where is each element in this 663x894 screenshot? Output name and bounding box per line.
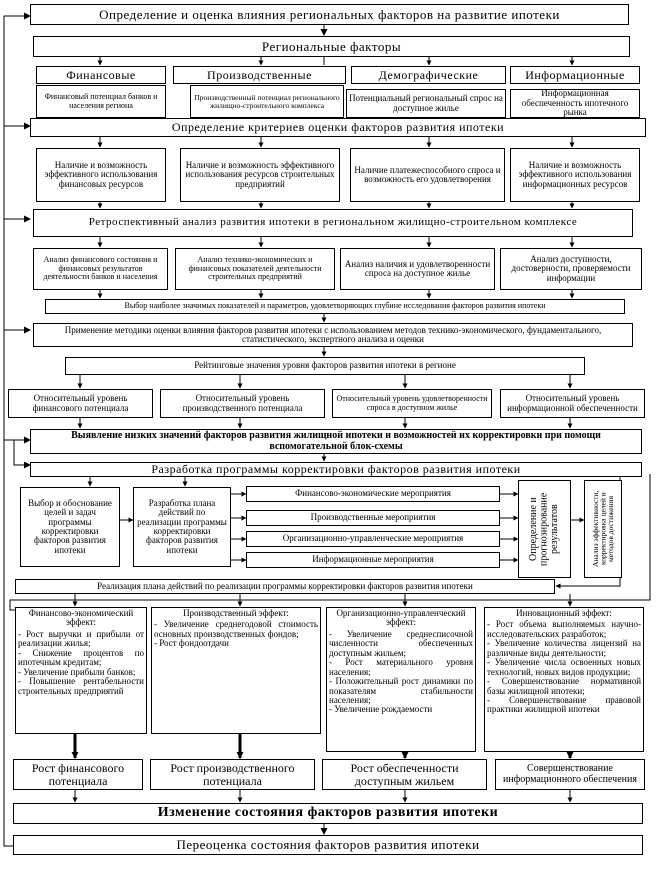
criterion-demand: Наличие платежеспособного спроса и возможность его удовлетворения [350,148,505,202]
measure-production: Производственные мероприятия [246,510,500,526]
effect-item: - Увеличение числа освоенных новых технологий, новых видов продукции; [487,658,641,677]
effect-item: - Положительный рост динамики по показателям стабильности населения; [329,677,473,705]
effect-item: - Рост выручки и прибыли от реализации жилья; [18,630,144,649]
regional-factors: Региональные факторы [33,36,630,57]
production-potential: Производственный потенциал регионального жилищно-строительного комплекса [190,85,344,118]
program-development: Разработка программы корректировки факторов развития ипотеки [30,462,642,477]
analysis-production: Анализ технико-экономических и финансовых показателей деятельности строительных предприятий [175,248,335,290]
effect-item: - Увеличение количества лицензий на различные виды деятельности; [487,639,641,658]
rating-values: Рейтинговые значения уровня факторов развития ипотеки в регионе [65,357,585,375]
result-information: Совершенствование информационного обеспечения [495,759,645,790]
effect-item: - Рост объема выполняемых научно-исследовательских разработок; [487,620,641,639]
indicator-selection: Выбор наиболее значимых показателей и параметров, удовлетворяющих глубине исследования факторов развития ипотеки [45,299,625,314]
effect-item: - Совершенствование правовой практики жилищной ипотеки [487,696,641,715]
criterion-information: Наличие и возможность эффективного использования информационных ресурсов [510,148,640,202]
effect-financial [15,607,147,734]
factor-information: Информационные [510,66,640,84]
result-demand: Рост обеспеченности доступным жильем [322,759,487,790]
criterion-production: Наличие и возможность эффективного использования ресурсов строительных предприятий [180,148,340,202]
effect-financial-title: Финансово-экономический эффект: [28,608,134,628]
level-financial: Относительный уровень финансового потенциала [8,389,153,418]
criterion-financial: Наличие и возможность эффективного использования финансовых ресурсов [36,148,166,202]
information-provision: Информационная обеспеченность ипотечного рынка [510,89,640,118]
effect-item: - Рост фондоотдачи [154,639,318,648]
criteria-definition: Определение критериев оценки факторов развития ипотеки [30,118,646,137]
efficiency-analysis-box [584,480,622,578]
action-plan: Разработка плана действий по реализации программы корректировки факторов развития ипотеки [133,487,231,567]
factor-production: Производственные [173,66,346,84]
level-demand: Относительный уровень удовлетворенности спроса в доступном жилье [332,389,492,418]
results-forecasting-box [518,480,571,578]
effect-innovation-title: Инновационный эффект: [516,608,612,618]
effect-production-title: Производственный эффект: [183,608,289,618]
effect-item: - Увеличение среднегодовой стоимость основных производственных фондов; [154,620,318,639]
result-production: Рост производственного потенциала [150,759,315,790]
financial-potential: Финансовый потенциал банков и населения региона [36,85,166,118]
factor-financial: Финансовые [36,66,166,84]
effect-organizational [326,607,476,752]
results-forecasting: Определение и прогнозирование результатов [527,492,560,566]
factors-change: Изменение состояния факторов развития ипотеки [13,803,643,824]
measure-financial: Финансово-экономические мероприятия [246,486,500,502]
factor-demographic: Демографические [351,66,506,84]
effect-item: - Увеличение прибыли банков; [18,668,144,677]
goals-selection: Выбор и обоснование целей и задач программы корректировки факторов развития ипотеки [20,487,120,567]
plan-implementation: Реализация плана действий по реализации программы корректировки факторов развития ипотеки [15,579,555,594]
effect-item: - Увеличение среднесписочной численности обеспеченных доступным жильем; [329,630,473,658]
effect-innovation [484,607,644,752]
factors-reassessment: Переоценка состояния факторов развития ипотеки [13,835,643,855]
effect-item: - Рост материального уровня населения; [329,658,473,677]
efficiency-analysis: Анализ эффективности, корректировка целей и методов достижения [590,490,615,568]
demand-potential: Потенциальный региональный спрос на доступное жилье [346,89,506,118]
level-information: Относительный уровень информационной обеспеченности [500,389,645,418]
methodology-application: Применение методики оценки влияния факторов развития ипотеки с использованием методов технико-экономического, фундаментального, статистического, экспертного анализа и оценки [33,323,633,347]
header-definition: Определение и оценка влияния региональных факторов на развитие ипотеки [30,4,629,25]
effect-item: - Совершенствование нормативной базы жилищной ипотеки; [487,677,641,696]
low-values-identification: Выявление низких значений факторов развития жилищной ипотеки и возможностей их корректировки при помощи вспомогательной блок-схемы [30,429,642,454]
retrospective-analysis: Ретроспективный анализ развития ипотеки в региональном жилищно-строительном комплексе [33,209,633,237]
measure-organizational: Организационно-управленческие мероприятия [246,531,500,547]
analysis-information: Анализ доступности, достоверности, проверяемости информации [500,248,642,290]
level-production: Относительный уровень производственного потенциала [160,389,325,418]
effect-production [151,607,321,734]
measure-information: Информационные мероприятия [246,552,500,568]
effect-item: - Увеличение рождаемости [329,705,473,714]
effect-organizational-title: Организационно-управленческий эффект: [336,608,466,628]
analysis-demand: Анализ наличия и удовлетворенности спроса на доступное жилье [340,248,495,290]
analysis-financial: Анализ финансового состояния и финансовых результатов деятельности банков и населения [33,248,168,290]
effect-item: - Повышение рентабельности строительных предприятий [18,677,144,696]
result-financial: Рост финансового потенциала [13,759,143,790]
effect-item: - Снижение процентов по ипотечным кредитам; [18,649,144,668]
